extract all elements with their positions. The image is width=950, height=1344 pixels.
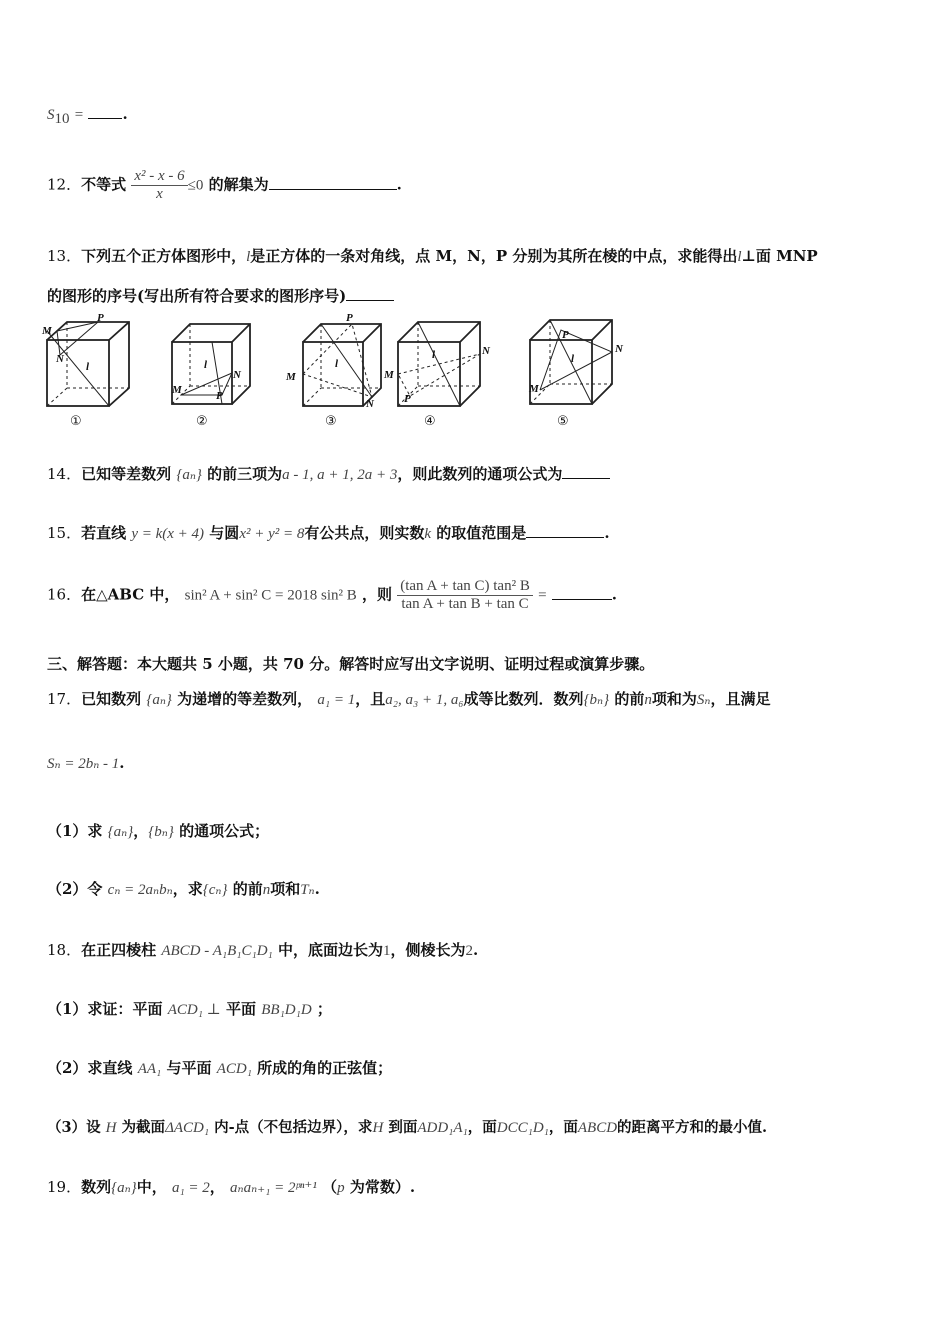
q18-base: 1 [383, 943, 391, 959]
q17-text-g: ，且满足 [710, 690, 771, 708]
q16-numerator: (tan A + tan C) tan² B [397, 578, 533, 596]
q17-p1-sep: ， [133, 822, 149, 840]
q13-var-l: l [246, 249, 251, 265]
q18-p2-x: AA₁ [137, 1061, 162, 1077]
q12-fraction [131, 168, 187, 203]
q19-p: p [337, 1180, 345, 1196]
q17-p2-end: . [314, 880, 320, 898]
question-14 [47, 463, 610, 484]
q17-p2-n: n [262, 882, 271, 898]
q16-fraction [397, 578, 533, 613]
q15-k: k [424, 526, 432, 542]
label-M: M [172, 384, 182, 396]
label-N: N [366, 398, 374, 410]
q18-p1-x: ACD₁ ⊥ [167, 1002, 221, 1018]
q13-text-b: 是正方体的一条对角线，点 M，N，P 分别为其所在棱的中点，求能得出 [250, 247, 738, 265]
q16-text-b: ，则 [361, 585, 392, 604]
q13-var-l-2: l [737, 249, 742, 265]
q14-text-b: 的前三项为 [207, 465, 283, 483]
question-19 [47, 1176, 415, 1197]
caption-2: ② [196, 414, 208, 429]
q17-p2-T: Tₙ [300, 882, 315, 898]
q17-p2-label: （2）令 [47, 880, 103, 898]
q15-line-eq: y = k(x + 4) [131, 526, 205, 542]
s10-equals: = [74, 107, 84, 123]
s10-subscript: 10 [54, 111, 70, 127]
label-M: M [384, 369, 394, 381]
q17-text-f: 项和为 [651, 690, 697, 708]
q17-p2-def: cₙ = 2aₙbₙ [107, 882, 173, 898]
q17-seq-a: {aₙ} [146, 692, 172, 708]
q17-text-b: 为递增的等差数列， [177, 690, 313, 708]
q17-part-2 [47, 878, 320, 899]
q17-end: . [119, 754, 125, 772]
q12-denominator: x [156, 186, 163, 202]
q17-seq-b: {bₙ} [583, 692, 610, 708]
q13-text-c: ⊥面 MNP [741, 247, 818, 265]
q17-text-c: ，且 [355, 690, 386, 708]
section-heading: 三、解答题：本大题共 5 小题，共 70 分。解答时应写出文字说明、证明过程或演算步骤。 [47, 655, 655, 673]
q18-text-a: 在正四棱柱 [81, 941, 157, 959]
q17-text-d: 成等比数列．数列 [463, 690, 584, 708]
s10-end: . [122, 105, 128, 123]
caption-1: ① [70, 414, 82, 429]
question-13-line1 [47, 245, 818, 266]
q17-p2-mid: ，求 [172, 880, 203, 898]
label-M: M [42, 325, 52, 337]
q18-side: 2 [465, 943, 474, 959]
s10-symbol: S [47, 107, 55, 123]
q17-a1: a₁ = 1 [317, 692, 356, 708]
q17-relation: Sₙ = 2bₙ - 1 [47, 756, 120, 772]
label-N: N [233, 369, 241, 381]
question-number: 18． [47, 941, 82, 959]
label-l: l [204, 359, 208, 371]
q18-p1-mid: 平面 [226, 1000, 257, 1018]
q18-p2-mid: 与平面 [166, 1059, 212, 1077]
q17-p2-seq: {cₙ} [202, 882, 228, 898]
q17-p1-label: （1）求 [47, 822, 103, 840]
q19-text-e: 为常数）. [349, 1178, 416, 1196]
label-P: P [562, 329, 569, 341]
s10-line [47, 104, 128, 128]
q15-text-c: 有公共点，则实数 [304, 524, 425, 542]
q15-circle-eq: x² + y² = 8 [239, 526, 305, 542]
question-13-line2 [47, 285, 394, 306]
q15-end: . [604, 524, 610, 542]
q16-equals: = [538, 587, 547, 604]
q18-p3-b: 内-点（不包括边界），求 [214, 1119, 373, 1136]
q18-p3-e: ，面 [548, 1119, 578, 1136]
q18-part-3 [47, 1116, 767, 1137]
q16-condition: sin² A + sin² C = 2018 sin² B [184, 587, 357, 604]
question-15 [47, 522, 610, 543]
cube-2 [172, 324, 250, 404]
q18-p1-y: BB₁D₁D [261, 1002, 312, 1018]
question-number: 12． [47, 175, 82, 194]
q17-text-a: 已知数列 [81, 690, 142, 708]
answer-blank[interactable] [562, 464, 610, 479]
q16-text-a: 在△ABC 中， [81, 585, 180, 604]
label-N: N [615, 343, 623, 355]
q17-p1-seq-b: {bₙ} [148, 824, 174, 840]
q17-geo-terms: a₂, a₃ + 1, a₆ [385, 692, 464, 708]
q18-p3-a: 为截面 [121, 1119, 166, 1136]
q13-text-line2: 的图形的序号(写出所有符合要求的图形序号) [47, 287, 347, 305]
label-P: P [404, 393, 411, 405]
q18-p1-label: （1）求证：平面 [47, 1000, 163, 1018]
answer-blank[interactable] [346, 286, 394, 301]
q18-p3-c: 到面 [388, 1119, 418, 1136]
label-l: l [432, 349, 436, 361]
answer-blank[interactable] [526, 523, 604, 538]
cube-diagrams [40, 310, 640, 435]
q12-lead: 不等式 [81, 175, 127, 194]
q12-end: . [396, 175, 402, 194]
q17-p2-tail1: 的前 [232, 880, 263, 898]
caption-4: ④ [424, 414, 436, 429]
q12-relation: ≤0 [187, 177, 204, 194]
q18-p3-f1: ADD₁A₁ [417, 1120, 468, 1136]
answer-blank[interactable] [552, 585, 612, 600]
q19-text-b: 中， [136, 1178, 167, 1196]
caption-5: ⑤ [557, 414, 569, 429]
q18-p3-label: （3）设 [47, 1119, 101, 1136]
label-P: P [346, 312, 353, 324]
q17-Sn: Sₙ [696, 692, 711, 708]
label-l: l [86, 361, 90, 373]
q19-a1: a₁ = 2 [171, 1180, 210, 1196]
q18-p3-H: H [105, 1120, 117, 1136]
q16-denominator: tan A + tan B + tan C [401, 596, 529, 612]
q18-text-c: ，侧棱长为 [390, 941, 466, 959]
q19-text-a: 数列 [81, 1178, 112, 1196]
question-17 [47, 688, 771, 709]
q17-part-1 [47, 820, 269, 841]
q14-text-c: ，则此数列的通项公式为 [397, 465, 563, 483]
q18-p3-end: 的距离平方和的最小值. [617, 1119, 768, 1136]
answer-blank[interactable] [269, 175, 397, 190]
question-number: 16． [47, 585, 82, 604]
cube-3 [303, 324, 381, 406]
q14-text-a: 已知等差数列 [81, 465, 172, 483]
q18-p3-d: ，面 [467, 1119, 497, 1136]
q18-part-1 [47, 998, 332, 1019]
label-l: l [335, 358, 339, 370]
label-M: M [286, 371, 296, 383]
question-16 [47, 578, 617, 613]
q18-p3-f3: ABCD [577, 1120, 618, 1136]
q13-text-a: 下列五个正方体图形中， [81, 247, 247, 265]
question-number: 14． [47, 465, 82, 483]
q19-seq: {aₙ} [111, 1180, 137, 1196]
q18-p2-label: （2）求直线 [47, 1059, 133, 1077]
q16-end: . [611, 585, 618, 604]
q17-relation-line [47, 754, 125, 773]
label-P: P [97, 312, 104, 324]
q18-p3-H2: H [372, 1120, 384, 1136]
q17-n: n [644, 692, 652, 708]
question-18 [47, 939, 478, 960]
q15-text-a: 若直线 [81, 524, 127, 542]
q18-p2-end: 所成的角的正弦值； [257, 1059, 393, 1077]
answer-blank[interactable] [88, 104, 122, 119]
q17-p1-seq-a: {aₙ} [107, 824, 134, 840]
question-number: 17． [47, 690, 82, 708]
label-N: N [482, 345, 490, 357]
q18-p3-tri: ΔACD₁ [165, 1120, 210, 1136]
label-P: P [216, 390, 223, 402]
q17-text-e: 的前 [614, 690, 645, 708]
q18-p1-end: ； [316, 1000, 332, 1018]
q18-prism: ABCD - A₁B₁C₁D₁ [161, 943, 273, 959]
question-number: 13． [47, 247, 82, 265]
cube-figures [40, 310, 640, 435]
question-12 [47, 168, 402, 203]
q17-p2-tail2: 项和 [270, 880, 301, 898]
q18-p3-f2: DCC₁D₁ [496, 1120, 549, 1136]
q15-text-b: 与圆 [209, 524, 240, 542]
q19-text-c: ， [209, 1178, 225, 1196]
label-M: M [529, 383, 539, 395]
label-l: l [571, 353, 575, 365]
q15-text-d: 的取值范围是 [436, 524, 527, 542]
q14-terms: a - 1, a + 1, 2a + 3 [282, 467, 398, 483]
q17-p1-tail: 的通项公式； [179, 822, 270, 840]
q19-text-d: （ [322, 1178, 338, 1196]
question-number: 15． [47, 524, 82, 542]
caption-3: ③ [325, 414, 337, 429]
q18-text-b: 中，底面边长为 [278, 941, 384, 959]
q18-part-2 [47, 1057, 392, 1078]
q12-tail: 的解集为 [208, 175, 269, 194]
question-number: 19． [47, 1178, 82, 1196]
q12-numerator: x² - x - 6 [131, 168, 187, 186]
q19-relation: aₙaₙ₊₁ = 2ᵖⁿ⁺¹ [230, 1180, 317, 1196]
q14-sequence: {aₙ} [176, 467, 202, 483]
q18-p2-y: ACD₁ [216, 1061, 252, 1077]
q18-end: . [473, 941, 479, 959]
label-N: N [56, 353, 64, 365]
